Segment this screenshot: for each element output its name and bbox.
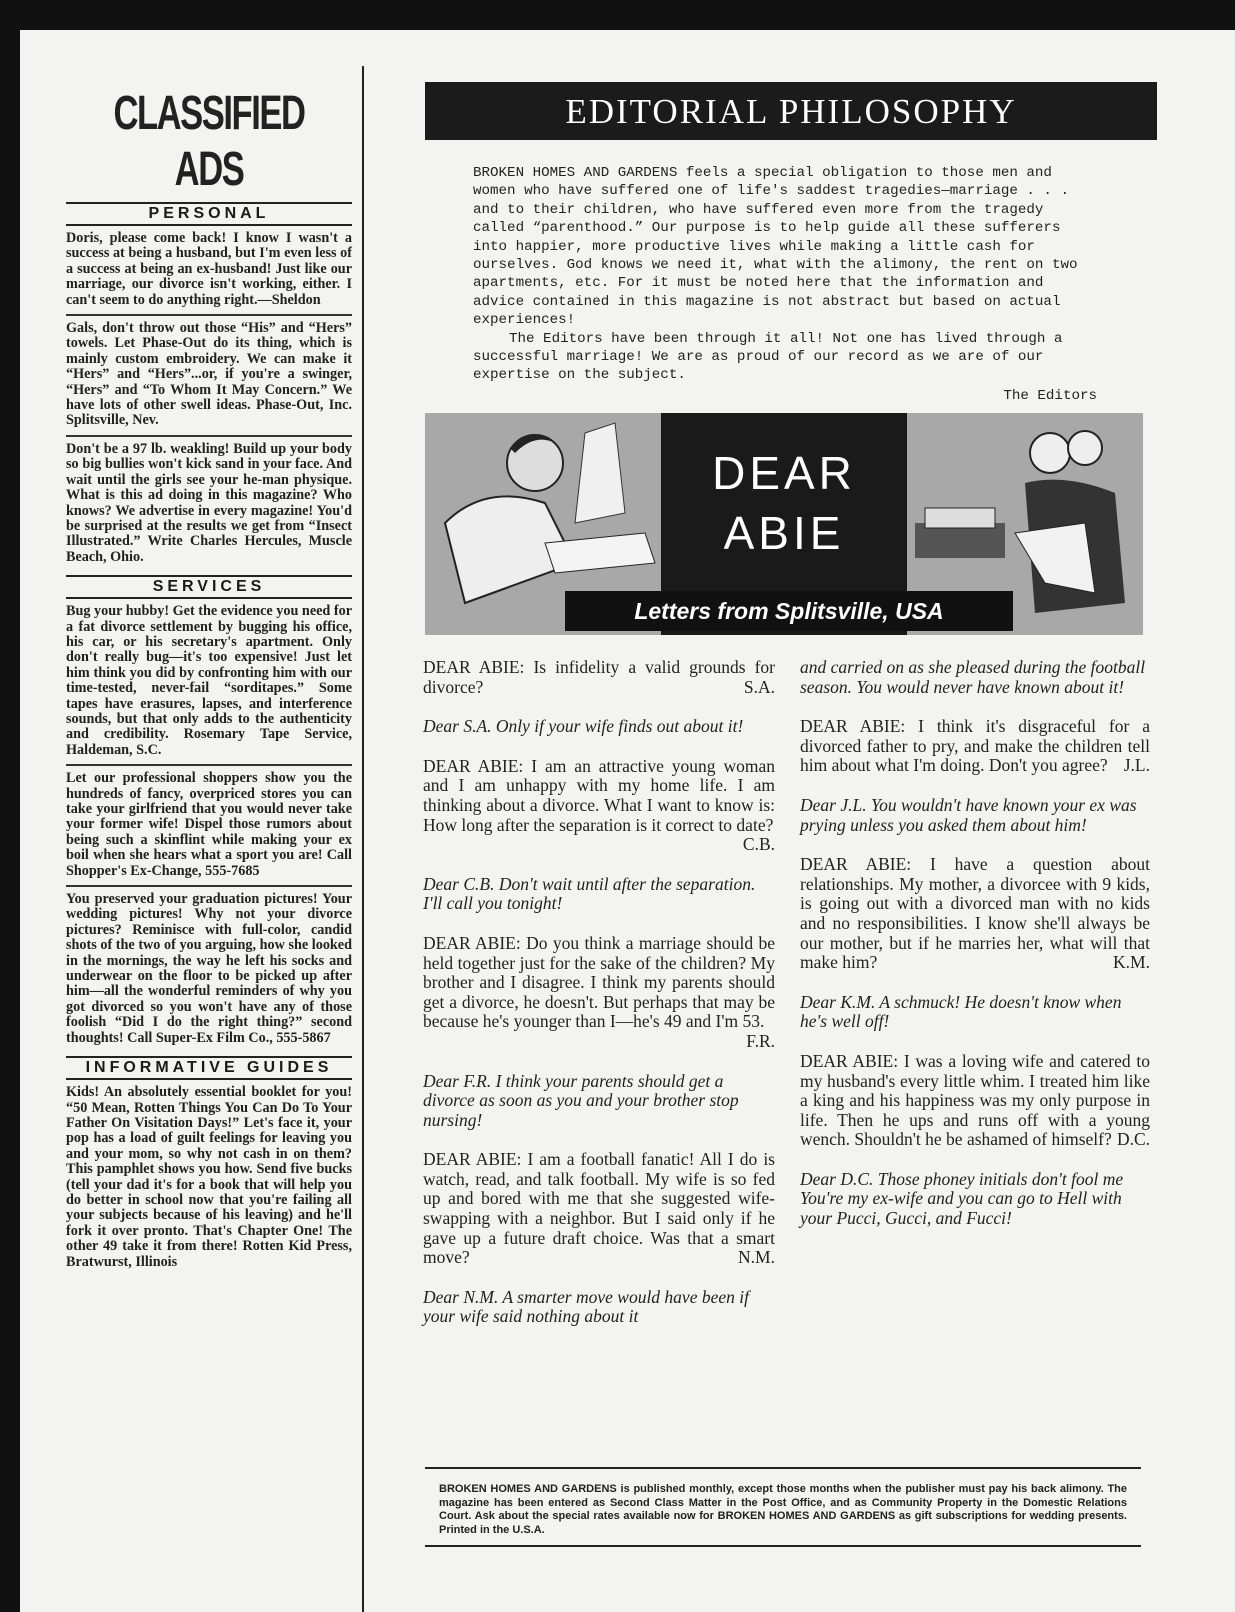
letter-text: DEAR ABIE: I was a loving wife and catered to my husband's every little whim. I treated him like a king and his happiness was my only purpose in life. Then he ups and runs off with a young wench. Shouldn't he be ashamed of himself? <box>800 1050 1150 1150</box>
column-title <box>661 443 907 563</box>
letter <box>800 717 1150 776</box>
editorial-paragraph: The Editors have been through it all! Not one has lived through a successful marriage! We are as proud of our record as we are of our expertise on the subject. <box>473 330 1063 384</box>
editorial-title: EDITORIAL PHILOSOPHY <box>425 82 1157 140</box>
column-title-line1: DEAR <box>712 447 856 499</box>
publication-notice: BROKEN HOMES AND GARDENS is published monthly, except those months when the publisher must pay his back alimony. The magazine has been entered as Second Class Matter in the Post Office, and as Community Property in the Domestic Relations Court. Ask about the special rates available now for BROKEN HOMES AND GARDENS as gift subscriptions for wedding presents. Printed in the U.S.A. <box>425 1467 1141 1547</box>
editorial-paragraph: BROKEN HOMES AND GARDENS feels a special obligation to those men and women who have suffered one of life's saddest tragedies—marriage . . . and to their children, who have suffered even more from the tragedy called “parenthood.” Our purpose is to help guide all these sufferers into happier, more productive lives while making a little cash for ourselves. God knows we need it, what with the alimony, the rent on two apartments, etc. For it must be noted here that the information and advice contained in this magazine is not abstract but based on actual experiences! <box>473 165 1078 329</box>
guides-heading: INFORMATIVE GUIDES <box>66 1056 352 1080</box>
classified-ad: Bug your hubby! Get the evidence you need for a fat divorce settlement by bugging his office, his car, or his secretary's apartment. Only don't really bug—it's too expensive! Just let him think you did by confronting him with our time-tested, never-fail “sorditapes.” Some tapes have erasures, lapses, and interference sounds, but that only adds to the authenticity and credibility. Rosemary Tape Service, Haldeman, S.C. <box>66 599 352 766</box>
reply-text: Dear S.A. Only if your wife finds out about it! <box>423 716 744 737</box>
reply <box>423 1072 775 1131</box>
letters-column-right <box>800 658 1150 1249</box>
dear-abie-header-illustration <box>425 413 1143 635</box>
editorial-signature: The Editors <box>1003 387 1097 404</box>
classified-ad: Gals, don't throw out those “His” and “Hers” towels. Let Phase-Out do its thing, which is mainly custom embroidery. We can make it “Hers” and “Hers”...or, if you're a swinger, “Hers” and “To Whom It May Concern.” We have lots of other swell ideas. Phase-Out, Inc. Splitsville, Nev. <box>66 316 352 437</box>
letter-initials: J.L. <box>1123 755 1150 776</box>
reply-text: Dear K.M. A schmuck! He doesn't know when he's well off! <box>800 991 1122 1032</box>
letter <box>423 757 775 855</box>
reply-text: Dear F.R. I think your parents should get a divorce as soon as you and your brother stop nursing! <box>423 1070 739 1130</box>
reply <box>423 1288 775 1327</box>
letter-initials: D.C. <box>1116 1129 1150 1150</box>
letter-text: DEAR ABIE: I think it's disgraceful for a divorced father to pry, and make the children tell him about what I'm doing. Don't you agree? <box>800 716 1150 776</box>
letter <box>423 1150 775 1268</box>
classified-ads <box>66 86 352 1276</box>
classified-ad: Let our professional shoppers show you the hundreds of fancy, overpriced stores you can take your girlfriend that you would never take your former wife! Dispel those rumors about being such a skinflint while making your ex boil when she hears what a sport you are! Call Shopper's Ex-Change, 555-7685 <box>66 766 352 887</box>
letter-text: DEAR ABIE: I have a question about relationships. My mother, a divorcee with 9 kids, is going out with a divorced man with no kids and no responsibilities. I know she'll always be our mother, but if he marries her, what will that make him? <box>800 854 1150 973</box>
personal-heading: PERSONAL <box>66 202 352 226</box>
letter-initials: N.M. <box>738 1247 775 1268</box>
classified-ad: Kids! An absolutely essential booklet for you! “50 Mean, Rotten Things You Can Do To Your Father On Visitation Days!” Let's face it, your pop has a load of guilt feelings for leaving you and your mom, so why not cash in on them? This pamphlet shows you how. Send five bucks (tell your dad it's for a book that will help you do better in school now that you're failing all your subjects because of his leaving) and he'll fork it over pronto. That's Chapter One! The other 49 take it from there! Rotten Kid Press, Bratwurst, Illinois <box>66 1084 352 1270</box>
letter <box>423 934 775 1052</box>
editorial <box>425 82 1157 405</box>
classified-ad: Doris, please come back! I know I wasn't a success at being a husband, but I'm even less of a success at being an ex-husband! Just like our marriage, our divorce isn't working, either. I can't seem to do anything right.—Sheldon <box>66 226 352 316</box>
reply-text: Dear C.B. Don't wait until after the separation. I'll call you tonight! <box>423 873 756 914</box>
letters-column-left <box>423 658 775 1347</box>
letter-text: DEAR ABIE: I am an attractive young woman and I am unhappy with my home life. I am thinking about a divorce. What I want to know is: How long after the separation is it correct to date? <box>423 755 775 835</box>
services-heading: SERVICES <box>66 575 352 599</box>
column-subtitle: Letters from Splitsville, USA <box>565 591 1013 631</box>
letter-initials: S.A. <box>743 676 775 697</box>
column-title-line2: ABIE <box>723 507 845 559</box>
classified-title: CLASSIFIED ADS <box>113 87 305 196</box>
letter-text: DEAR ABIE: I am a football fanatic! All I do is watch, read, and talk football. My wife is so fed up and bored with me that she suggested wife-swapping with a neighbor. But I said only if he gave up a future draft choice. Was that a smart move? <box>423 1149 775 1268</box>
letter-text: DEAR ABIE: Do you think a marriage should be held together just for the sake of the children? My brother and I disagree. I think my parents should get a divorce, he doesn't. But perhaps that may be because he's younger than I—he's 49 and I'm 53. <box>423 932 775 1032</box>
reply <box>800 1170 1150 1229</box>
column-divider <box>362 66 364 1612</box>
letter-initials: F.R. <box>746 1030 775 1051</box>
reply <box>423 875 775 914</box>
reply <box>800 796 1150 835</box>
letter-initials: K.M. <box>1113 952 1150 973</box>
classified-ad: You preserved your graduation pictures! Your wedding pictures! Why not your divorce pictures? Reminisce with full-color, candid shots of the two of you arguing, how she looked in the mornings, the way he left his socks and underwear on the floor to be picked up after him—all the wonderful reminders of why you got divorced so you won't have any of those foolish “Did I do the right thing?” second thoughts! Call Super-Ex Film Co., 555-5867 <box>66 891 352 1046</box>
reply <box>800 658 1150 697</box>
reply <box>800 993 1150 1032</box>
reply-text: Dear J.L. You wouldn't have known your ex was prying unless you asked them about him! <box>800 794 1137 835</box>
letter <box>800 1052 1150 1150</box>
letter-text: DEAR ABIE: Is infidelity a valid grounds for divorce? <box>423 657 775 697</box>
reply-text: and carried on as she pleased during the football season. You would never have known about it! <box>800 657 1146 697</box>
editorial-body <box>473 164 1097 405</box>
letter-initials: C.B. <box>742 834 775 855</box>
classified-ad: Don't be a 97 lb. weakling! Build up your body so big bullies won't kick sand in your face. And wait until the girls see your he-man physique. What is this ad doing in this magazine? Who knows? We advertise in every magazine! You'd be surprised at the results we get from “Insect Illustrated.” Write Charles Hercules, Muscle Beach, Ohio. <box>66 440 352 565</box>
reply-text: Dear D.C. Those phoney initials don't fool me You're my ex-wife and you can go to Hell with your Pucci, Gucci, and Fucci! <box>800 1168 1124 1229</box>
letter <box>800 855 1150 973</box>
letter <box>423 658 775 697</box>
reply-text: Dear N.M. A smarter move would have been if your wife said nothing about it <box>423 1286 749 1327</box>
reply <box>423 717 775 737</box>
